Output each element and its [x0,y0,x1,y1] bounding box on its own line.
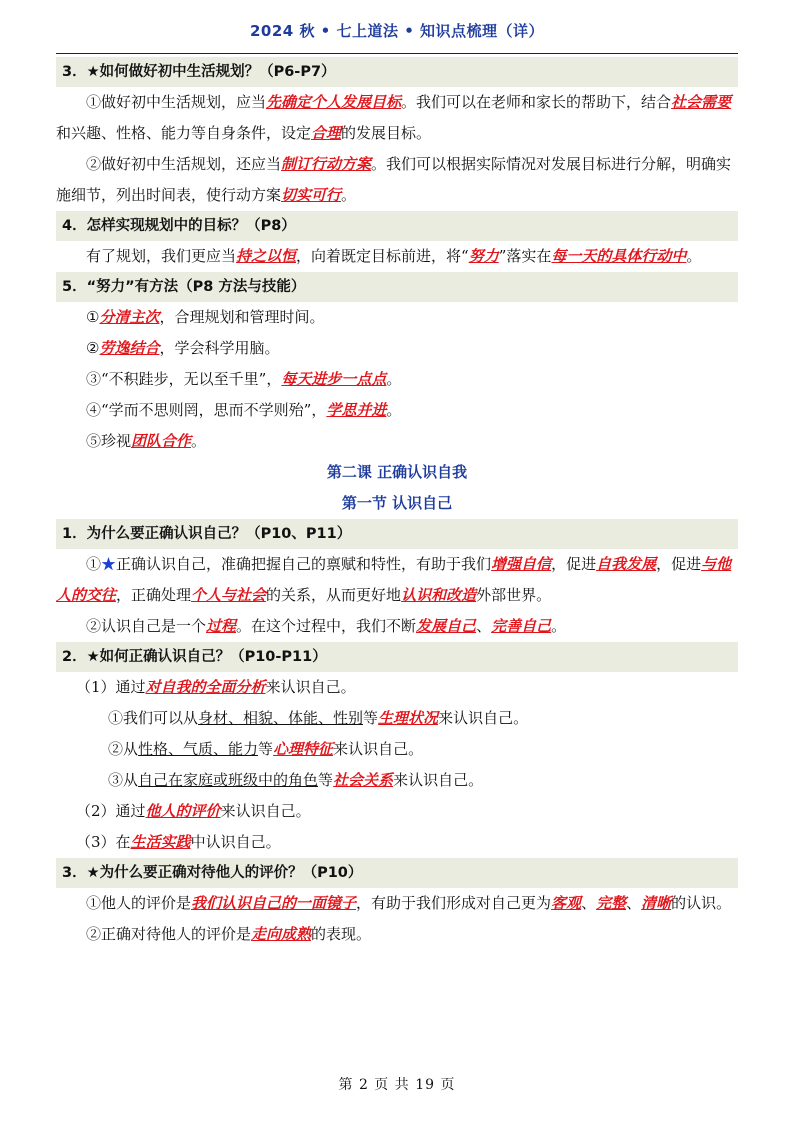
text: 和兴趣、性格、能力等自身条件，设定 [56,124,312,142]
list-item [56,426,738,457]
text: 的关系，从而更好地 [266,586,402,604]
text: 来认识自己。 [265,678,356,696]
text: 。 [191,432,207,450]
text: 。我们可以在老师和家长的帮助下，结合 [401,93,672,111]
section-title: 第一节 认识自己 [341,494,453,512]
text: 来认识自己。 [438,709,529,727]
lesson-title: 第二课 正确认识自我 [326,463,468,481]
text: 的认识。 [671,894,732,912]
text: 、 [476,617,492,635]
key-term: 持之以恒 [236,247,297,265]
list-item [56,364,738,395]
key-term: 对自我的全面分析 [145,678,266,696]
text: 等 [363,709,379,727]
key-term: 劳逸结合 [99,339,160,357]
key-term: 分清主次 [99,308,160,326]
key-term: 合理 [311,124,342,142]
key-term: 切实可行 [281,186,342,204]
text: （1）通过 [76,678,146,696]
text: ②做好初中生活规划，还应当 [86,155,282,173]
key-term: 个人与社会 [191,586,267,604]
text: 。 [386,401,402,419]
key-term: 先确定个人发展目标 [266,93,402,111]
text: ，合理规划和管理时间。 [159,308,325,326]
key-term: 我们认识自己的一面镜子 [191,894,357,912]
list-item [56,672,738,703]
text: 有了规划，我们更应当 [86,247,237,265]
text: 。在这个过程中，我们不断 [236,617,417,635]
text: 、 [626,894,642,912]
text: ，正确处理 [116,586,192,604]
list-item [56,796,738,827]
text: 正确认识自己，准确把握自己的禀赋和特性，有助于我们 [116,555,492,573]
paragraph [56,549,738,611]
underlined-text: 自己在家庭或班级中的角色 [138,771,319,789]
text: ② [86,339,100,357]
text: ④“学而不思则罔，思而不学则殆”， [86,401,327,419]
text: 中认识自己。 [190,833,281,851]
text: ① [86,555,102,573]
list-item [56,734,738,765]
list-item [56,333,738,364]
text: ②正确对待他人的评价是 [86,925,252,943]
text: ，向着既定目标前进，将“ [296,247,469,265]
text: ，促进 [551,555,597,573]
question-heading: 3．★为什么要正确对待他人的评价？（P10） [56,858,738,888]
text: ①做好初中生活规划，应当 [86,93,267,111]
text: 来认识自己。 [333,740,424,758]
underlined-text: 性格、气质、能力 [138,740,259,758]
question-heading: 3．★如何做好初中生活规划？（P6-P7） [56,57,738,87]
text: 等 [318,771,334,789]
text: 。 [551,617,567,635]
key-term: 他人的评价 [145,802,221,820]
text: 。 [386,370,402,388]
header-rule [56,53,738,54]
key-term: 制订行动方案 [281,155,372,173]
paragraph [56,149,738,211]
text: ，有助于我们形成对自己更为 [356,894,552,912]
paragraph [56,888,738,919]
question-heading: 1．为什么要正确认识自己？（P10、P11） [56,519,738,549]
key-term: 生理状况 [378,709,439,727]
key-term: 完整 [596,894,627,912]
question-heading: 2．★如何正确认识自己？（P10-P11） [56,642,738,672]
key-term: 每一天的具体行动中 [551,247,687,265]
key-term: 完善自己 [491,617,552,635]
key-term: 增强自信 [491,555,552,573]
list-item [56,827,738,858]
text: 来认识自己。 [220,802,311,820]
key-term: 发展自己 [416,617,477,635]
text: ②认识自己是一个 [86,617,207,635]
key-term: 学思并进 [326,401,387,419]
text: ① [86,308,100,326]
key-term: 认识和改造 [401,586,477,604]
text: ⑤珍视 [86,432,132,450]
paragraph [56,919,738,950]
list-item [56,395,738,426]
text: ①我们可以从 [108,709,199,727]
key-term: 清晰 [641,894,672,912]
star-icon: ★ [101,555,117,573]
paragraph [56,87,738,149]
underlined-text: 身材、相貌、体能、性别 [198,709,364,727]
text: 外部世界。 [476,586,552,604]
list-item [56,302,738,333]
paragraph [56,241,738,272]
text: ①他人的评价是 [86,894,192,912]
key-term: 团队合作 [131,432,192,450]
key-term: 心理特征 [273,740,334,758]
text: ②从 [108,740,139,758]
key-term: 客观 [551,894,582,912]
key-term: 自我发展 [596,555,657,573]
text: 的表现。 [311,925,372,943]
text: 、 [581,894,597,912]
paragraph [56,611,738,642]
text: ③从 [108,771,139,789]
text: 。 [686,247,702,265]
question-heading: 5．“努力”有方法（P8 方法与技能） [56,272,738,302]
text: （3）在 [76,833,131,851]
key-term: 每天进步一点点 [281,370,387,388]
key-term: 社会关系 [333,771,394,789]
text: （2）通过 [76,802,146,820]
text: 。我们可以根据实际情况对发展目标进行分解，明确实施细节，列出时间表，使行动方案 [56,155,732,204]
text: 。 [341,186,357,204]
text: ③“不积跬步，无以至千里”， [86,370,282,388]
page-header: 2024 秋 • 七上道法 • 知识点梳理（详） [249,22,545,40]
list-item [56,765,738,796]
key-term: 与他人的交往 [56,555,732,604]
text: 等 [258,740,274,758]
key-term: 生活实践 [130,833,191,851]
text: ，促进 [656,555,702,573]
text: ”落实在 [498,247,552,265]
page-number: 第 2 页 共 19 页 [338,1077,456,1093]
key-term: 社会需要 [671,93,732,111]
key-term: 走向成熟 [251,925,312,943]
text: 来认识自己。 [393,771,484,789]
text: ，学会科学用脑。 [159,339,280,357]
question-heading: 4．怎样实现规划中的目标？（P8） [56,211,738,241]
list-item [56,703,738,734]
text: 的发展目标。 [341,124,432,142]
key-term: 努力 [468,247,499,265]
key-term: 过程 [206,617,237,635]
document-body [56,57,738,950]
